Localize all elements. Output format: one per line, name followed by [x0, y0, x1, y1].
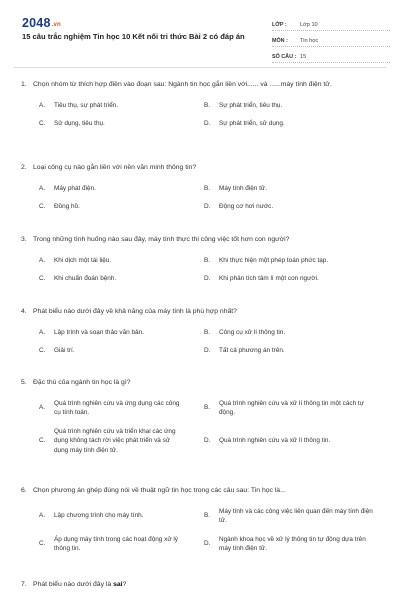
- option-c[interactable]: [14, 535, 204, 554]
- question-number: 5.: [21, 379, 27, 386]
- option-b[interactable]: [204, 399, 386, 418]
- option-letter: B.: [204, 256, 211, 264]
- option-letter: B.: [204, 101, 211, 109]
- question-7: [14, 580, 386, 591]
- meta-row-class: [272, 16, 390, 31]
- option-letter: A.: [39, 256, 46, 264]
- option-text: Ngành khoa học về xử lý thông tin tự động dựa trên máy tính điện tử.: [219, 535, 366, 552]
- document-header: [14, 12, 386, 62]
- option-c[interactable]: [14, 119, 204, 129]
- option-letter: B.: [204, 404, 211, 412]
- question-4: [14, 307, 386, 365]
- meta-label-count: SỐ CÂU :: [272, 54, 297, 60]
- option-text: Sự phát triển, tiêu thụ.: [219, 101, 283, 109]
- question-text: Phát biểu nào dưới đây về khả năng của máy tính là phù hợp nhất?: [33, 308, 237, 315]
- option-text: Tiêu thụ, sự phát triển.: [54, 101, 119, 109]
- option-text: Áp dụng máy tính trong các hoạt động xử lý thông tin.: [54, 535, 178, 552]
- question-text: [33, 580, 386, 591]
- meta-row-count: [272, 48, 390, 63]
- option-letter: D.: [204, 203, 211, 210]
- option-text: Quá trình nghiên cứu và xử lí thông tin.: [219, 437, 331, 444]
- option-letter: A.: [39, 404, 46, 412]
- question-stem: [14, 486, 386, 497]
- question-number: 2.: [21, 164, 27, 171]
- option-a[interactable]: [14, 507, 204, 526]
- option-letter: D.: [204, 540, 211, 548]
- question-6: [14, 486, 386, 563]
- option-text: Lập chương trình cho máy tính.: [54, 512, 144, 520]
- option-text: Lập trình và soạn thảo văn bản.: [54, 328, 144, 336]
- question-text-suffix: ?: [122, 581, 127, 588]
- option-c[interactable]: [14, 202, 204, 212]
- meta-row-subject: [272, 32, 390, 47]
- option-text: Tất cả phương án trên.: [219, 347, 285, 354]
- option-b[interactable]: [204, 184, 386, 194]
- question-5: [14, 378, 386, 464]
- option-letter: B.: [204, 512, 211, 520]
- option-letter: C.: [39, 437, 46, 444]
- question-2: [14, 163, 386, 221]
- option-c[interactable]: [14, 427, 204, 456]
- meta-value-count: 15: [300, 54, 307, 60]
- answer-options: [14, 256, 386, 284]
- option-letter: C.: [39, 540, 46, 548]
- option-letter: C.: [39, 275, 46, 282]
- option-letter: D.: [204, 275, 211, 282]
- option-text: Quá trình nghiên cứu và xử lí thông tin một cách tự động.: [219, 399, 364, 416]
- option-text: Khi dịch một tài liệu.: [54, 256, 112, 264]
- option-text: Máy phát điện.: [54, 184, 96, 192]
- option-text: Khi thực hiện một phép toán phức tạp.: [219, 256, 329, 264]
- question-stem: [14, 80, 386, 91]
- question-text-emphasis: sai: [113, 581, 123, 588]
- option-a[interactable]: [14, 184, 204, 194]
- option-d[interactable]: [204, 274, 386, 284]
- option-text: Quá trình nghiên cứu và ứng dụng các công cụ tính toán.: [54, 399, 180, 416]
- option-d[interactable]: [204, 346, 386, 356]
- question-stem: [14, 235, 386, 246]
- question-number: 3.: [21, 236, 27, 243]
- logo-text: 2048: [22, 16, 51, 30]
- option-a[interactable]: [14, 101, 204, 111]
- answer-options: [14, 399, 386, 456]
- option-a[interactable]: [14, 256, 204, 266]
- question-text: Chọn nhóm từ thích hợp điền vào đoạn sau: Ngành tin học gắn liền với...... và ......máy tính điện tử.: [33, 81, 332, 88]
- option-d[interactable]: [204, 119, 386, 129]
- logo-suffix: .vn: [51, 22, 61, 28]
- answer-options: [14, 507, 386, 554]
- meta-label-class: LỚP :: [272, 22, 287, 28]
- option-letter: A.: [39, 512, 46, 520]
- option-text: Khi chuẩn đoán bệnh.: [54, 275, 117, 282]
- option-text: Máy tính và các công việc liên quan đến máy tính điện tử.: [219, 507, 373, 524]
- question-number: 4.: [21, 308, 27, 315]
- option-a[interactable]: [14, 399, 204, 418]
- option-letter: D.: [204, 120, 211, 127]
- header-divider: [14, 67, 386, 68]
- option-letter: B.: [204, 328, 211, 336]
- option-letter: C.: [39, 347, 46, 354]
- option-a[interactable]: [14, 328, 204, 338]
- answer-options: [14, 184, 386, 212]
- question-text: Trong những tình huống nào sau đây, máy tính thực thi công việc tốt hơn con người?: [33, 236, 290, 243]
- answer-options: [14, 101, 386, 129]
- question-number: 1.: [21, 81, 27, 88]
- option-b[interactable]: [204, 256, 386, 266]
- option-d[interactable]: [204, 202, 386, 212]
- question-number: 7.: [21, 581, 27, 588]
- option-letter: A.: [39, 328, 46, 336]
- option-letter: D.: [204, 437, 211, 444]
- document-title: 15 câu trắc nghiệm Tin học 10 Kết nối tri thức Bài 2 có đáp án: [22, 32, 245, 41]
- meta-label-subject: MÔN :: [272, 38, 288, 44]
- option-b[interactable]: [204, 328, 386, 338]
- option-letter: C.: [39, 120, 46, 127]
- option-d[interactable]: [204, 535, 386, 554]
- option-text: Sự phát triển, sử dụng.: [219, 120, 285, 127]
- question-text: Loại công cụ nào gắn liền với nền văn minh thông tin?: [33, 164, 197, 171]
- option-b[interactable]: [204, 507, 386, 526]
- meta-value-class: Lớp 10: [300, 22, 318, 28]
- option-text: Quá trình nghiên cứu và triển khai các ứng dụng không tách rời việc phát triển và sử dụng máy tính điện tử.: [54, 427, 176, 454]
- question-1: [14, 80, 386, 138]
- option-text: Công cụ xử lí thông tin.: [219, 328, 286, 336]
- site-logo[interactable]: [22, 16, 61, 30]
- option-letter: A.: [39, 184, 46, 192]
- option-text: Máy tính điện tử.: [219, 184, 267, 192]
- question-text: Chọn phương án ghép đúng nói về thuật ngữ tin học trong các câu sau: Tin học là...: [33, 487, 286, 494]
- question-stem: [14, 378, 386, 389]
- option-letter: D.: [204, 347, 211, 354]
- question-3: [14, 235, 386, 293]
- document-meta: [272, 16, 390, 64]
- option-letter: B.: [204, 184, 211, 192]
- answer-options: [14, 328, 386, 356]
- option-text: Giải trí.: [54, 347, 75, 354]
- question-stem: [14, 163, 386, 174]
- question-stem: [14, 580, 386, 591]
- option-b[interactable]: [204, 101, 386, 111]
- option-text: Khi phân tích tâm lí một con người.: [219, 275, 319, 282]
- option-text: Sử dụng, tiêu thụ.: [54, 120, 105, 127]
- option-text: Động cơ hơi nước.: [219, 203, 274, 210]
- option-letter: A.: [39, 101, 46, 109]
- question-stem: [14, 307, 386, 318]
- option-d[interactable]: [204, 427, 386, 456]
- option-c[interactable]: [14, 274, 204, 284]
- question-number: 6.: [21, 487, 27, 494]
- option-text: Đồng hồ.: [54, 203, 80, 210]
- question-text-prefix: Phát biểu nào dưới đây là: [33, 581, 114, 588]
- question-text: Đặc thù của ngành tin học là gì?: [33, 379, 131, 386]
- option-letter: C.: [39, 203, 46, 210]
- option-c[interactable]: [14, 346, 204, 356]
- meta-value-subject: Tin học: [300, 38, 319, 44]
